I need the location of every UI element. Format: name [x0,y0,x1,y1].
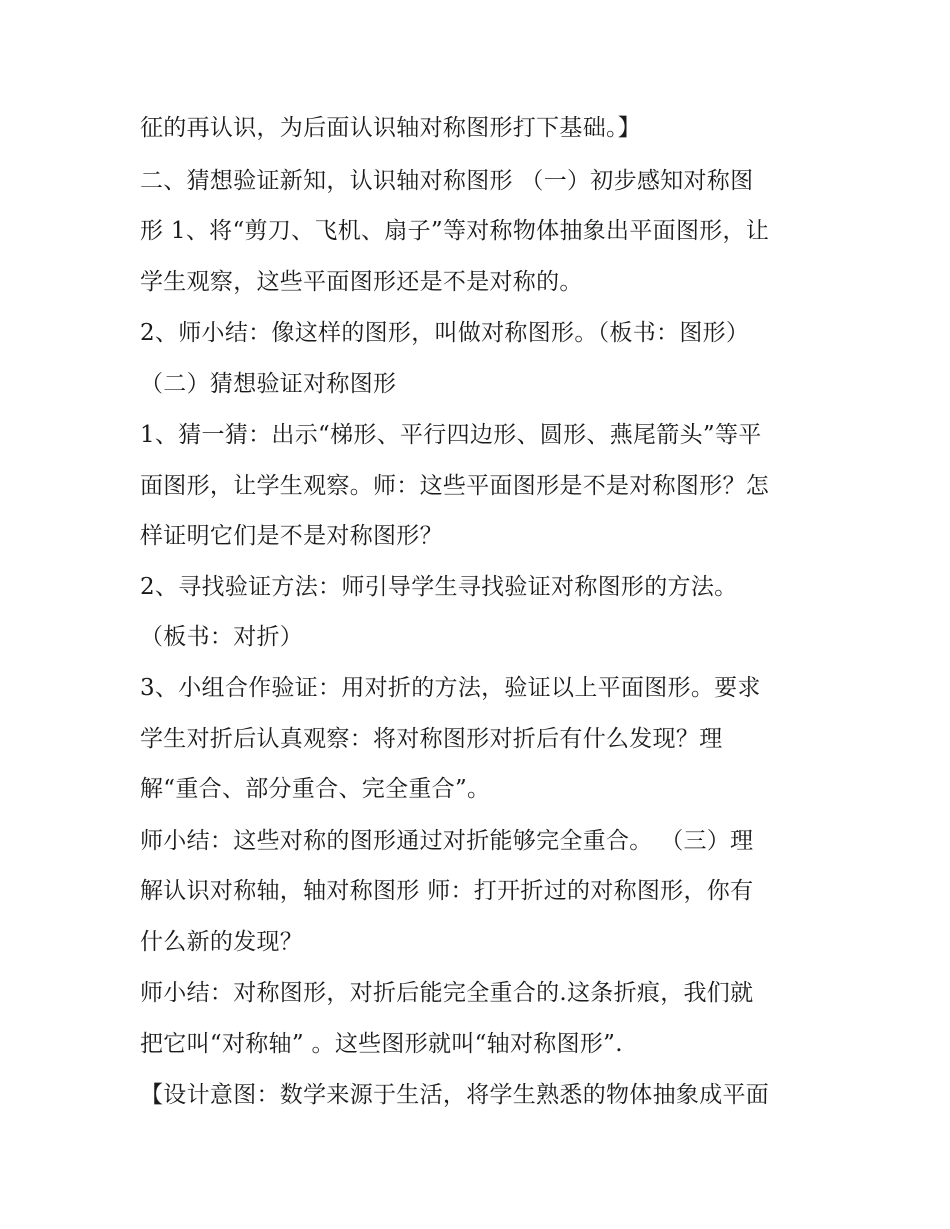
text-line: （二）猜想验证对称图形 [140,371,397,397]
text-line: 形 1、将“剪刀、飞机、扇子”等对称物体抽象出平面图形，让 [140,218,770,244]
text-line: （板书：对折） [140,624,304,650]
text-line: 学生观察，这些平面图形还是不是对称的。 [140,269,583,295]
text-line: 二、猜想验证新知，认识轴对称图形 （一）初步感知对称图 [140,168,754,194]
text-line: 2、寻找验证方法：师引导学生寻找验证对称图形的方法。 [140,574,738,600]
text-line: 师小结：对称图形，对折后能完全重合的.这条折痕，我们就 [140,980,754,1006]
text-line: 3、小组合作验证：用对折的方法，验证以上平面图形。要求 [140,675,761,701]
text-line: 【设计意图：数学来源于生活，将学生熟悉的物体抽象成平面 [140,1082,770,1108]
text-line: 把它叫“对称轴” 。这些图形就叫“轴对称图形”. [140,1031,623,1057]
text-line: 2、师小结：像这样的图形，叫做对称图形。（板书：图形） [140,320,750,346]
text-line: 解“重合、部分重合、完全重合”。 [140,776,491,802]
text-line: 解认识对称轴，轴对称图形 师：打开折过的对称图形，你有 [140,878,754,904]
text-line: 什么新的发现？ [140,929,304,955]
text-line: 样证明它们是不是对称图形？ [140,523,443,549]
text-line: 征的再认识，为后面认识轴对称图形打下基础。】 [140,115,642,141]
text-line: 学生对折后认真观察：将对称图形对折后有什么发现？理 [140,726,723,752]
text-line: 师小结：这些对称的图形通过对折能够完全重合。 （三）理 [140,828,754,854]
text-line: 面图形，让学生观察。师：这些平面图形是不是对称图形？怎 [140,473,770,499]
text-line: 1、猜一猜：出示“梯形、平行四边形、圆形、燕尾箭头”等平 [140,422,762,448]
